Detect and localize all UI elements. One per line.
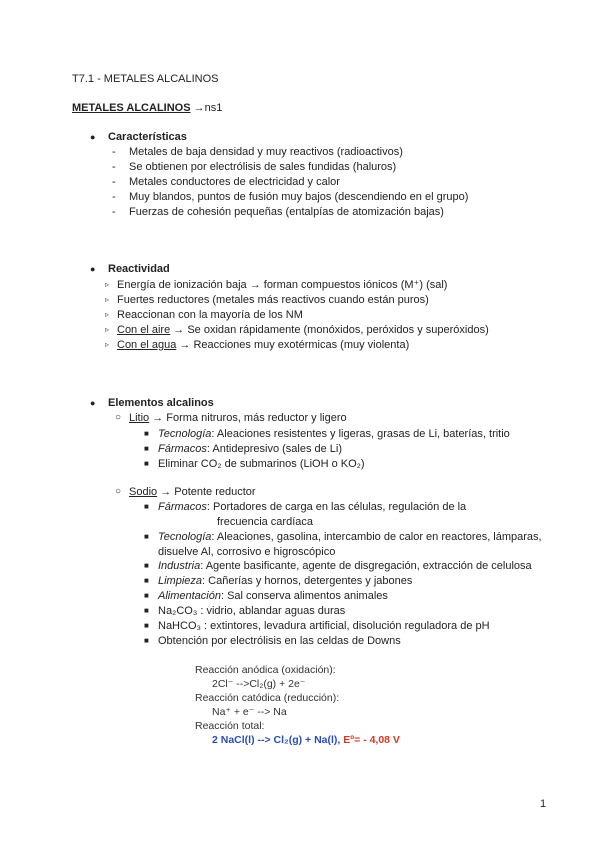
dash-bullet: - [112,191,116,203]
litio-name: Litio [129,412,150,424]
bullet-icon: ● [90,132,96,142]
triangle-bullet-icon: ▹ [105,280,110,289]
element-use-text: : Antidepresivo (sales de Li) [206,443,343,455]
reactividad-item [117,293,429,307]
caracteristica-item: Fuerzas de cohesión pequeñas (entalpías de atomización bajas) [129,206,444,218]
square-bullet-icon: ■ [144,429,149,438]
page-number: 1 [540,798,547,810]
triangle-bullet-icon: ▹ [105,310,110,319]
triangle-bullet-icon: ▹ [105,340,110,349]
element-use-item [158,500,466,514]
reactividad-item-text: Fuertes reductores (metales más reactivos cuando están puros) [117,294,429,306]
dash-bullet: - [112,146,116,158]
reactividad-item-key: Con el agua [117,339,177,351]
dash-bullet: - [112,176,116,188]
reactividad-item-text: → Se oxidan rápidamente (monóxidos, peróxidos y superóxidos) [170,324,489,336]
element-use-item [158,530,542,544]
element-use-item [158,589,388,603]
heading-arrow: → [193,102,205,114]
element-use-text: Na₂CO₃ : vidrio, ablandar aguas duras [158,605,346,617]
reactividad-item-key: Con el aire [117,324,171,336]
triangle-bullet-icon: ▹ [105,295,110,304]
dash-bullet: - [112,206,116,218]
element-use-key: Tecnología [158,531,212,543]
square-bullet-icon: ■ [144,591,149,600]
reactividad-item [117,308,303,322]
square-bullet-icon: ■ [144,444,149,453]
element-use-item [158,442,342,456]
square-bullet-icon: ■ [144,502,149,511]
element-use-key: Tecnología [158,428,212,440]
total-reaction: 2 NaCl(l) --> Cl₂(g) + Na(l), [212,734,341,746]
sodio-desc: → Potente reductor [157,486,256,498]
square-bullet-icon: ■ [144,576,149,585]
element-use-text: : Sal conserva alimentos animales [220,590,388,602]
square-bullet-icon: ■ [144,606,149,615]
reactividad-item [117,278,447,292]
cathodic-equation: Na⁺ + e⁻ --> Na [212,706,287,718]
elementos-title: Elementos alcalinos [108,397,214,409]
litio-line [129,411,347,425]
sodio-line [129,485,256,499]
element-use-item [158,619,490,633]
heading-rest: ns1 [204,102,223,114]
element-use-key: Industria [158,560,201,572]
standard-potential: Eº= - 4,08 V [343,734,400,746]
square-bullet-icon: ■ [144,459,149,468]
reactividad-item [117,338,409,352]
caracteristicas-title: Características [108,131,187,143]
element-use-text: : Aleaciones resistentes y ligeras, grasas de Li, baterías, tritio [211,428,510,440]
reactividad-item-text: Energía de ionización baja → forman compuestos iónicos (M⁺) (sal) [117,279,448,291]
element-use-key: Alimentación [158,590,221,602]
element-use-text: : Cañerías y hornos, detergentes y jabones [202,575,413,587]
square-bullet-icon: ■ [144,532,149,541]
reactividad-item-text: Reaccionan con la mayoría de los NM [117,309,303,321]
square-bullet-icon: ■ [144,621,149,630]
circle-bullet-icon: ○ [115,486,122,497]
element-use-item [158,574,412,588]
element-use-key: Limpieza [158,575,203,587]
litio-desc: → Forma nitruros, más reductor y ligero [149,412,347,424]
element-use-text: : Aleaciones, gasolina, intercambio de calor en reactores, lámparas, [211,531,542,543]
heading-main: METALES ALCALINOS [72,102,191,114]
element-use-text: Obtención por electrólisis en las celdas de Downs [158,635,401,647]
bullet-icon: ● [90,398,96,408]
reactividad-title: Reactividad [108,263,170,275]
section-heading [72,101,222,115]
total-label: Reacción total: [195,720,265,732]
caracteristica-item: Muy blandos, puntos de fusión muy bajos (descendiendo en el grupo) [129,191,469,203]
element-use-key: Fármacos [158,443,207,455]
triangle-bullet-icon: ▹ [105,325,110,334]
anodic-equation: 2Cl⁻ -->Cl₂(g) + 2e⁻ [212,678,306,690]
element-use-continuation: frecuencia cardíaca [217,516,313,528]
dash-bullet: - [112,161,116,173]
element-use-text: : Portadores de carga en las células, regulación de la [206,501,467,513]
element-use-key: Fármacos [158,501,207,513]
cathodic-label: Reacción catódica (reducción): [195,692,340,704]
total-equation [212,734,400,747]
circle-bullet-icon: ○ [115,412,122,423]
element-use-item [158,634,401,648]
bullet-icon: ● [90,264,96,274]
anodic-label: Reacción anódica (oxidación): [195,664,336,676]
element-use-text: NaHCO₃ : extintores, levadura artificial, disolución reguladora de pH [158,620,490,632]
caracteristica-item: Metales conductores de electricidad y calor [129,176,340,188]
sodio-name: Sodio [129,486,158,498]
caracteristica-item: Metales de baja densidad y muy reactivos (radioactivos) [129,146,403,158]
element-use-item [158,604,345,618]
caracteristica-item: Se obtienen por electrólisis de sales fundidas (haluros) [129,161,397,173]
reactividad-item [117,323,489,337]
element-use-text: Eliminar CO₂ de submarinos (LiOH o KO₂) [158,458,365,470]
document-title: T7.1 - METALES ALCALINOS [72,73,219,85]
element-use-item [158,427,510,441]
square-bullet-icon: ■ [144,561,149,570]
element-use-text: : Agente basificante, agente de disgregación, extracción de celulosa [200,560,532,572]
element-use-continuation: disuelve Al, corrosivo e higroscópico [158,546,336,558]
element-use-item [158,457,365,471]
reactividad-item-text: → Reacciones muy exotérmicas (muy violenta) [176,339,410,351]
square-bullet-icon: ■ [144,636,149,645]
element-use-item [158,559,532,573]
